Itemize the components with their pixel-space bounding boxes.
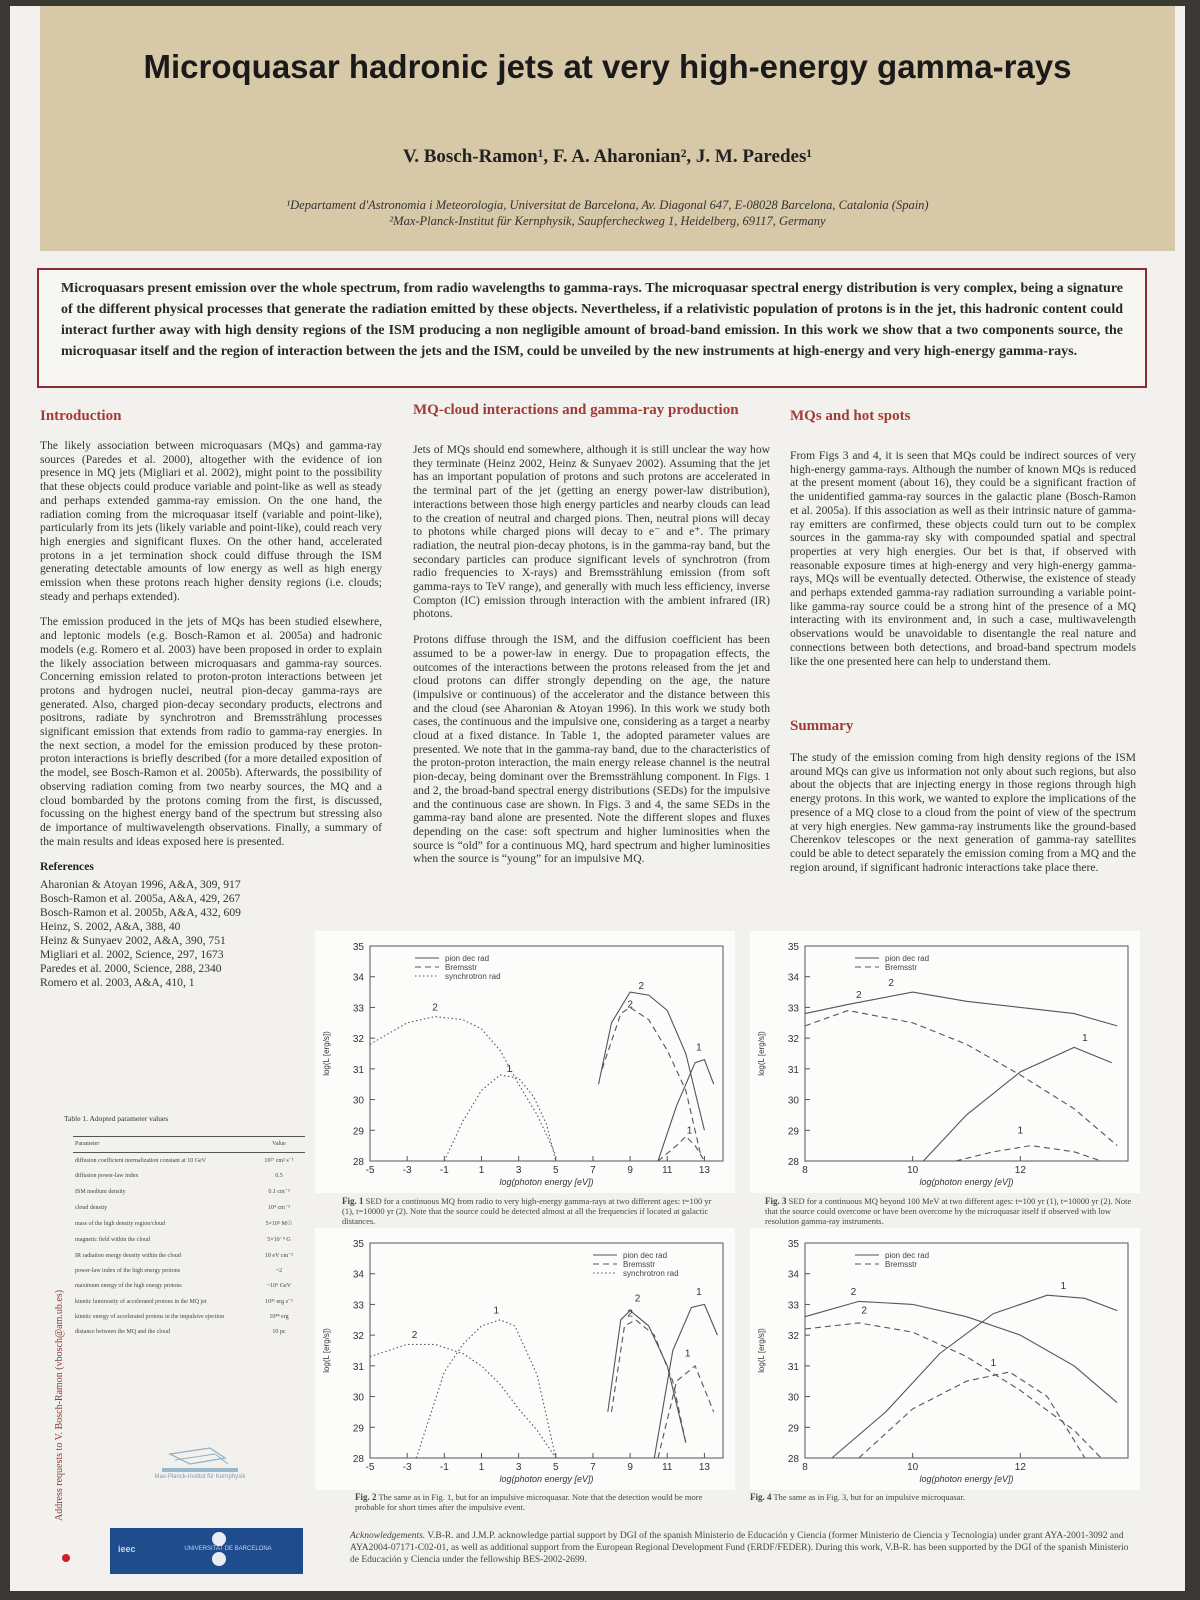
table-row [73, 1169, 305, 1184]
series-line [805, 1301, 1117, 1402]
y-tick-label: 32 [787, 1034, 799, 1046]
y-tick-label: 32 [787, 1331, 799, 1343]
table-cell-value: 10²⁷ cm² s⁻¹ [264, 1158, 294, 1164]
plot-frame [805, 946, 1128, 1161]
ub-logo [110, 1528, 303, 1574]
poster [10, 6, 1185, 1591]
y-tick-label: 35 [352, 942, 364, 953]
y-tick-label: 31 [352, 1064, 364, 1076]
x-tick-label: 9 [627, 1165, 633, 1176]
legend-label: Bremsstr [885, 963, 917, 972]
curve-label: 2 [638, 981, 645, 992]
curve-label: 2 [861, 1305, 867, 1317]
table-cell-value: 0.1 cm⁻³ [268, 1189, 290, 1195]
y-axis-label: log(L [erg/s]) [757, 1328, 766, 1373]
series-line [444, 1075, 556, 1161]
x-tick-label: 11 [662, 1462, 673, 1473]
table-row [73, 1279, 305, 1294]
figure-4-label: Fig. 4 [750, 1492, 772, 1502]
curve-label: 1 [1017, 1125, 1024, 1137]
y-tick-label: 28 [787, 1454, 799, 1465]
figure-1-caption [342, 1196, 722, 1226]
y-tick-label: 31 [787, 1361, 799, 1373]
table-cell-parameter: distance between the MQ and the cloud [75, 1329, 170, 1335]
legend-label: Bremsstr [885, 1260, 917, 1269]
acknowledgements-label: Acknowledgements. [350, 1531, 426, 1541]
series-line [956, 1146, 1101, 1161]
legend-label: pion dec rad [445, 954, 490, 963]
x-tick-label: 12 [1014, 1462, 1026, 1473]
figure-4-caption [750, 1492, 1120, 1502]
table-body [73, 1153, 305, 1341]
table-row [73, 1200, 305, 1216]
summary-paragraph: The study of the emission coming from high density regions of the ISM around MQs can give us information not only about such regions, but also about the objects that are injecting energy in those regions through high energy protons. In this work, we wanted to explore the implications of the presence of a MQ close to a cloud from the point of view of the spectrum at very high energies. New gamma-ray instruments like the ground-based Cherenkov telescopes or the next generation of gamma-ray satellites could be able to detect separately the emission coming from a MQ and the region around, if significant hadronic interactions take place there. [790, 751, 1136, 874]
table-header-parameter: Parameter [73, 1137, 253, 1153]
x-tick-label: 8 [802, 1462, 808, 1473]
y-tick-label: 35 [352, 1239, 364, 1250]
y-tick-label: 28 [787, 1157, 799, 1168]
table-cell-parameter: diffusion coefficient normalization constant at 10 GeV [75, 1157, 207, 1164]
poster-header [40, 6, 1175, 251]
table-cell-value: ~2 [275, 1268, 283, 1274]
curve-label: 2 [634, 1293, 641, 1305]
pin-icon [62, 1554, 70, 1562]
y-tick-label: 30 [352, 1392, 364, 1404]
table-cell-parameter: cloud density [75, 1204, 108, 1211]
y-axis-label: log(L [erg/s]) [757, 1031, 766, 1076]
parameter-table [73, 1136, 305, 1340]
affiliation-2: ²Max-Planck-Institut für Kernphysik, Saupfercheckweg 1, Heidelberg, 69117, Germany [389, 214, 826, 228]
table-row [73, 1216, 305, 1232]
table-row [73, 1294, 305, 1310]
curve-label: 1 [1082, 1033, 1088, 1045]
x-tick-label: 3 [515, 1462, 522, 1473]
table-cell-parameter: diffusion power-law index [75, 1173, 139, 1179]
legend-label: Bremsstr [623, 1260, 655, 1269]
y-tick-label: 33 [787, 1300, 799, 1312]
y-tick-label: 29 [787, 1126, 799, 1138]
ub-logo-left: ieec [118, 1544, 136, 1554]
table-cell-value: 5×10⁵ M☉ [265, 1221, 293, 1227]
x-tick-label: -1 [439, 1165, 449, 1176]
curve-label: 2 [850, 1287, 857, 1299]
series-line [608, 1308, 686, 1443]
table-row [73, 1264, 305, 1279]
series-line [612, 1320, 686, 1443]
series-line [370, 1017, 556, 1155]
x-tick-label: 13 [698, 1462, 710, 1473]
table-row [73, 1310, 305, 1325]
x-axis-label: log(photon energy [eV]) [499, 1474, 594, 1484]
y-tick-label: 34 [787, 1269, 799, 1281]
curve-label: 2 [432, 1002, 438, 1014]
mpi-logo [150, 1446, 250, 1486]
x-tick-label: -5 [365, 1462, 375, 1473]
curve-label: 1 [506, 1063, 513, 1075]
figure-1-plot [315, 931, 735, 1193]
y-tick-label: 31 [352, 1361, 364, 1373]
x-tick-label: 5 [553, 1462, 559, 1473]
series-line [416, 1320, 555, 1458]
table-cell-parameter: magnetic field within the cloud [75, 1236, 150, 1243]
abstract-box: Microquasars present emission over the whole spectrum, from radio wavelengths to gamma-rays. The microquasar spectral energy distribution is very complex, being a signature of the different physical processes that generate the radiation emitted by these objects. Nevertheless, if a relativistic population of protons is in the jet, this hadronic content could interact further away with high density regions of the ISM producing a non negligible amount of broad-band emission. In this work we show that a two components source, the microquasar itself and the region of interaction between the jets and the ISM, could be unveiled by the new instruments at high-energy and very high-energy gamma-rays. [37, 268, 1147, 388]
figure-2-caption [355, 1492, 725, 1512]
x-tick-label: 11 [662, 1165, 673, 1176]
reference-item: Romero et al. 2003, A&A, 410, 1 [40, 976, 195, 990]
y-tick-label: 32 [352, 1331, 364, 1343]
table-cell-value: 10⁴⁸ erg [269, 1314, 289, 1320]
mq-cloud-column [413, 443, 770, 878]
reference-item: Bosch-Ramon et al. 2005b, A&A, 432, 609 [40, 906, 241, 920]
hotspots-heading: MQs and hot spots [790, 408, 911, 424]
intro-paragraph-1: The likely association between microquasars (MQs) and gamma-ray sources (Paredes et al. 2000), altogether with the evidence of ion presence in MQ jets (Migliari et al. 2002), might point to the possibility that these objects could produce variable and point-like as well as steady and perhaps extended gamma-ray emission. On the one hand, the radiation coming from the microquasar itself (variable and point-like), particularly from its jets (likely variable and point-like), could reach very high energies and significant fluxes. On the other hand, accelerated protons in a jet termination shock could diffuse through the ISM generating detectable amounts of low energy as well as high energy emission when these protons reach higher density regions (i.e. clouds; steady and perhaps extended). [40, 439, 382, 603]
table-cell-parameter: power-law index of the high energy protons [75, 1268, 181, 1274]
x-tick-label: 9 [627, 1462, 633, 1473]
mq-cloud-heading: MQ-cloud interactions and gamma-ray production [413, 402, 739, 418]
authors: V. Bosch-Ramon¹, F. A. Aharonian², J. M. Paredes¹ [402, 146, 813, 167]
x-tick-label: 10 [907, 1165, 919, 1176]
legend-label: pion dec rad [885, 954, 930, 963]
curve-label: 1 [684, 1348, 691, 1360]
curve-label: 2 [627, 999, 633, 1011]
y-tick-label: 33 [787, 1003, 799, 1015]
y-tick-label: 35 [787, 1239, 799, 1250]
series-line [658, 1060, 714, 1161]
contact-side-text: Address requests to V. Bosch-Ramon (vbosch@am.ub.es) [54, 1289, 65, 1521]
y-tick-label: 30 [787, 1392, 799, 1404]
x-axis-label: log(photon energy [eV]) [919, 1474, 1014, 1484]
references-heading: References [40, 860, 94, 874]
y-tick-label: 29 [352, 1423, 364, 1435]
figure-3-plot [750, 931, 1140, 1193]
mq-cloud-paragraph-2: Protons diffuse through the ISM, and the diffusion coefficient has been assumed to be a power-law in energy. Due to propagation effects, the outcomes of the interactions between the protons released from the jet and cloud protons can differ strongly depending on the age, the nature (impulsive or continuous) of the accelerator and the distance between this and the cloud (see Aharonian & Atoyan 1996). In this work we study both cases, the continuous and the impulsive one, considering as a target a nearby cloud at a fixed distance. In Table 1, the adopted parameter values are presented. We note that in the gamma-ray band, due to the characteristics of the proton-proton interaction, the main energy release channel is the neutral pion-decay, being dominant over the Bremsstrählung component. In Figs. 1 and 2, the broad-band spectral energy distributions (SEDs) for the impulsive and the continuous case are shown. In Figs. 3 and 4, the same SEDs in the gamma-ray band alone are presented. Note the different slopes and fluxes depending on the case: soft spectrum and higher luminosities when the source is “old” for a continuous MQ, hard spectrum and higher luminosities when the source is “young” for an impulsive MQ. [413, 633, 770, 866]
mq-cloud-paragraph-1: Jets of MQs should end somewhere, although it is still unclear the way how they terminate (Heinz 2002, Heinz & Sunyaev 2002). Assuming that the jet has an important population of protons and such protons are accelerated in the terminal part of the jet (getting an energy power-law distribution), interactions between those high energy particles and nearby clouds can lead to the creation of neutral and charged pions. Then, neutral pions will decay to photons while charged pions will decay to e⁻ and e⁺. The primary radiation, the neutral pion-decay photons, is in the gamma-ray band, but the secondary particles can produce significant levels of synchrotron (from radio frequencies to X-rays) and Bremsstrählung emission (from soft gamma-rays to TeV range), and generally with much less efficiency, inverse Compton (IC) emission through interaction with the ambient infrared (IR) photons. [413, 443, 770, 621]
x-tick-label: 7 [590, 1462, 596, 1473]
table-cell-parameter: maximum energy of the high energy protons [75, 1283, 182, 1289]
y-tick-label: 29 [787, 1423, 799, 1435]
affiliation-1: ¹Departament d'Astronomia i Meteorologia, Universitat de Barcelona, Av. Diagonal 647, E-08028 Barcelona, Catalonia (Spain) [286, 198, 929, 212]
x-tick-label: 1 [478, 1165, 485, 1176]
legend-label: synchrotron rad [445, 972, 501, 981]
intro-column [40, 439, 382, 990]
x-tick-label: 10 [907, 1462, 919, 1473]
reference-item: Heinz & Sunyaev 2002, A&A, 390, 751 [40, 934, 226, 948]
x-tick-label: -3 [402, 1462, 412, 1473]
plot-frame [370, 946, 723, 1161]
y-tick-label: 34 [352, 972, 364, 984]
hotspots-column [790, 449, 1136, 680]
table-cell-value: 10 pc [272, 1329, 286, 1335]
mpi-logo-graphic [150, 1446, 250, 1486]
legend-label: pion dec rad [623, 1251, 668, 1260]
intro-heading: Introduction [40, 408, 122, 424]
y-tick-label: 30 [352, 1095, 364, 1107]
table-caption: Table 1. Adopted parameter values [64, 1114, 169, 1123]
figure-4-plot [750, 1228, 1140, 1490]
x-tick-label: 3 [515, 1165, 522, 1176]
table-cell-value: 0.5 [275, 1173, 283, 1179]
reference-item: Aharonian & Atoyan 1996, A&A, 309, 917 [40, 878, 241, 892]
x-tick-label: 7 [590, 1165, 596, 1176]
curve-label: 1 [990, 1357, 997, 1369]
summary-heading: Summary [790, 718, 854, 734]
x-tick-label: 1 [478, 1462, 485, 1473]
curve-label: 1 [493, 1305, 500, 1317]
y-axis-label: log(L [erg/s]) [322, 1328, 331, 1373]
y-tick-label: 28 [352, 1454, 364, 1465]
series-line [599, 992, 705, 1130]
table-cell-parameter: IR radiation energy density within the cloud [75, 1252, 181, 1259]
series-line [370, 1344, 556, 1458]
hotspots-paragraph: From Figs 3 and 4, it is seen that MQs could be indirect sources of very high-energy gamma-rays. Although the number of known MQs is reduced at the present moment (about 16), they could be a significant fraction of the unidentified gamma-ray sources in the galactic plane (Bosch-Ramon et al. 2005a). If this association as well as their intrinsic nature of gamma-ray emitters are confirmed, these objects could turn out to be complex sources in the gamma-ray sky with compounded spatial and spectral properties at very high energies. Our bet is that, if observed with reasonable exposure times at high-energy and very high-energy gamma-rays, MQs will be eventually detected. Otherwise, the existence of steady and perhaps extended gamma-ray radiation surrounding a variable point-like gamma-ray source could be a strong hint of the presence of a MQ interacting with its environment and, in such a case, multiwavelength observations would be unavoidable to disentangle the real nature and connections between both detections, and broad-band spectrum models like the one presented here can help to understand them. [790, 449, 1136, 668]
curve-label: 1 [1060, 1281, 1067, 1293]
acknowledgements [350, 1530, 1135, 1566]
figure-3-caption [765, 1196, 1135, 1226]
y-tick-label: 30 [787, 1095, 799, 1107]
table-cell-value: 5×10⁻⁴ G [267, 1237, 291, 1243]
x-tick-label: -3 [402, 1165, 412, 1176]
curve-label: 2 [856, 990, 862, 1002]
affiliations [40, 197, 1175, 229]
table-cell-parameter: ISM medium density [75, 1188, 126, 1195]
table-header-value: Value [253, 1137, 305, 1153]
plot-frame [805, 1243, 1128, 1458]
figure-3-caption-text: SED for a continuous MQ beyond 100 MeV at two different ages: t=100 yr (1), t=10000 yr (2). Note that the source could overcome or have been overcome by the microquasar itself if observed with low resolution gamma-ray instruments. [765, 1196, 1132, 1226]
ub-logo-text: UNIVERSITAT DE BARCELONA [184, 1546, 272, 1552]
reference-item: Migliari et al. 2002, Science, 297, 1673 [40, 948, 224, 962]
series-line [658, 1366, 714, 1458]
reference-item: Heinz, S. 2002, A&A, 388, 40 [40, 920, 181, 934]
series-line [805, 992, 1117, 1026]
series-line [805, 1011, 1117, 1146]
table-row [73, 1153, 305, 1170]
acknowledgements-text: V.B-R. and J.M.P. acknowledge partial support by DGI of the spanish Ministerio de Educación y Ciencia (former Ministerio de Ciencia y Tecnología) under grant AYA-2001-3092 and AYA2004-07171-C02-01, as well as additional support from the European Regional Development Fund (ERDF/FEDER). During this work, V.B-R. has been supported by the DGI of the spanish Ministerio de Educación y Ciencia under the fellowship BES-2002-2699. [350, 1531, 1129, 1565]
poster-title: Microquasar hadronic jets at very high-energy gamma-rays [143, 48, 1072, 85]
curve-label: 1 [686, 1125, 693, 1137]
x-tick-label: 5 [553, 1165, 559, 1176]
series-line [923, 1047, 1111, 1161]
table-cell-value: 10 eV cm⁻³ [264, 1253, 294, 1259]
x-axis-label: log(photon energy [eV]) [499, 1177, 594, 1187]
figure-4-caption-text: The same as in Fig. 3, but for an impulsive microquasar. [773, 1492, 965, 1502]
y-tick-label: 33 [352, 1300, 364, 1312]
figure-2-label: Fig. 2 [355, 1492, 377, 1502]
curve-label: 1 [696, 1287, 702, 1299]
y-tick-label: 28 [352, 1157, 364, 1168]
reference-item: Paredes et al. 2000, Science, 288, 2340 [40, 962, 222, 976]
y-axis-label: log(L [erg/s]) [322, 1031, 331, 1076]
reference-item: Bosch-Ramon et al. 2005a, A&A, 429, 267 [40, 892, 241, 906]
table-cell-value: 10⁴ cm⁻³ [268, 1205, 290, 1211]
series-line [859, 1372, 1085, 1458]
table-cell-parameter: mass of the high density region/cloud [75, 1220, 166, 1227]
curve-label: 2 [411, 1330, 418, 1342]
table-header-row [73, 1137, 305, 1153]
x-tick-label: -1 [439, 1462, 449, 1473]
y-tick-label: 31 [787, 1064, 799, 1076]
legend-label: synchrotron rad [623, 1269, 679, 1278]
table-row [73, 1248, 305, 1264]
x-tick-label: 8 [802, 1165, 808, 1176]
y-tick-label: 33 [352, 1003, 364, 1015]
table-row [73, 1232, 305, 1248]
figure-2-caption-text: The same as in Fig. 1, but for an impulsive microquasar. Note that the detection would be more probable for short times after the impulsive event. [355, 1492, 703, 1512]
y-tick-label: 29 [352, 1126, 364, 1138]
summary-column [790, 751, 1136, 886]
curve-label: 2 [888, 977, 894, 989]
figure-2-plot [315, 1228, 735, 1490]
table-cell-value: 10³⁶ erg s⁻¹ [265, 1299, 293, 1305]
table-cell-parameter: kinetic energy of accelerated protons in the impulsive ejection [75, 1314, 225, 1320]
legend-label: Bremsstr [445, 963, 477, 972]
legend-label: pion dec rad [885, 1251, 930, 1260]
figure-3-label: Fig. 3 [765, 1196, 787, 1206]
x-axis-label: log(photon energy [eV]) [919, 1177, 1014, 1187]
y-tick-label: 34 [787, 972, 799, 984]
curve-label: 1 [696, 1042, 702, 1054]
table-row [73, 1184, 305, 1200]
table-cell-value: ~10⁵ GeV [266, 1283, 292, 1289]
intro-paragraph-2: The emission produced in the jets of MQs has been studied elsewhere, and leptonic models (e.g. Bosch-Ramon et al. 2005a) and hadronic models (e.g. Romero et al. 2003) have been proposed in order to explain the likely association between microquasars and gamma-ray sources. Concerning emission related to proton-proton interactions between jet protons and hydrogen nuclei, neutral pion-decay gamma-rays are generated. Also, charged pion-decay secondary products, electrons and positrons, radiate by synchrotron and Bremsstrählung processes significant emission that extends from radio to gamma-ray energies. In the next section, a model for the emission produced by these proton-proton interactions is briefly described (for a more detailed exposition of the model, see Bosch-Ramon et al. 2005b). Afterwards, the possibility of observing radiation coming from two nearby sources, the MQ and a cloud bombarded by the protons coming from the first, is discussed, focussing on the highest energy band of the spectrum but stressing also de importance of multiwavelength observations. Finally, a summary of the main results and ideas exposed here is presented. [40, 615, 382, 848]
x-tick-label: 12 [1014, 1165, 1026, 1176]
figure-1-label: Fig. 1 [342, 1196, 364, 1206]
table-row [73, 1325, 305, 1340]
y-tick-label: 35 [787, 942, 799, 953]
x-tick-label: 13 [698, 1165, 710, 1176]
x-tick-label: -5 [365, 1165, 375, 1176]
curve-label: 2 [627, 1308, 633, 1320]
figure-1-caption-text: SED for a continuous MQ from radio to very high-energy gamma-rays at two different ages: t=100 yr (1), t=10000 yr (2). Note that the source could be detected almost at all the frequencies if located at galactic distances. [342, 1196, 712, 1226]
mpi-logo-text: Max-Planck-Institut für Kernphysik [154, 1474, 246, 1480]
y-tick-label: 32 [352, 1034, 364, 1046]
table-cell-parameter: kinetic luminosity of accelerated protons in the MQ jet [75, 1298, 207, 1305]
y-tick-label: 34 [352, 1269, 364, 1281]
